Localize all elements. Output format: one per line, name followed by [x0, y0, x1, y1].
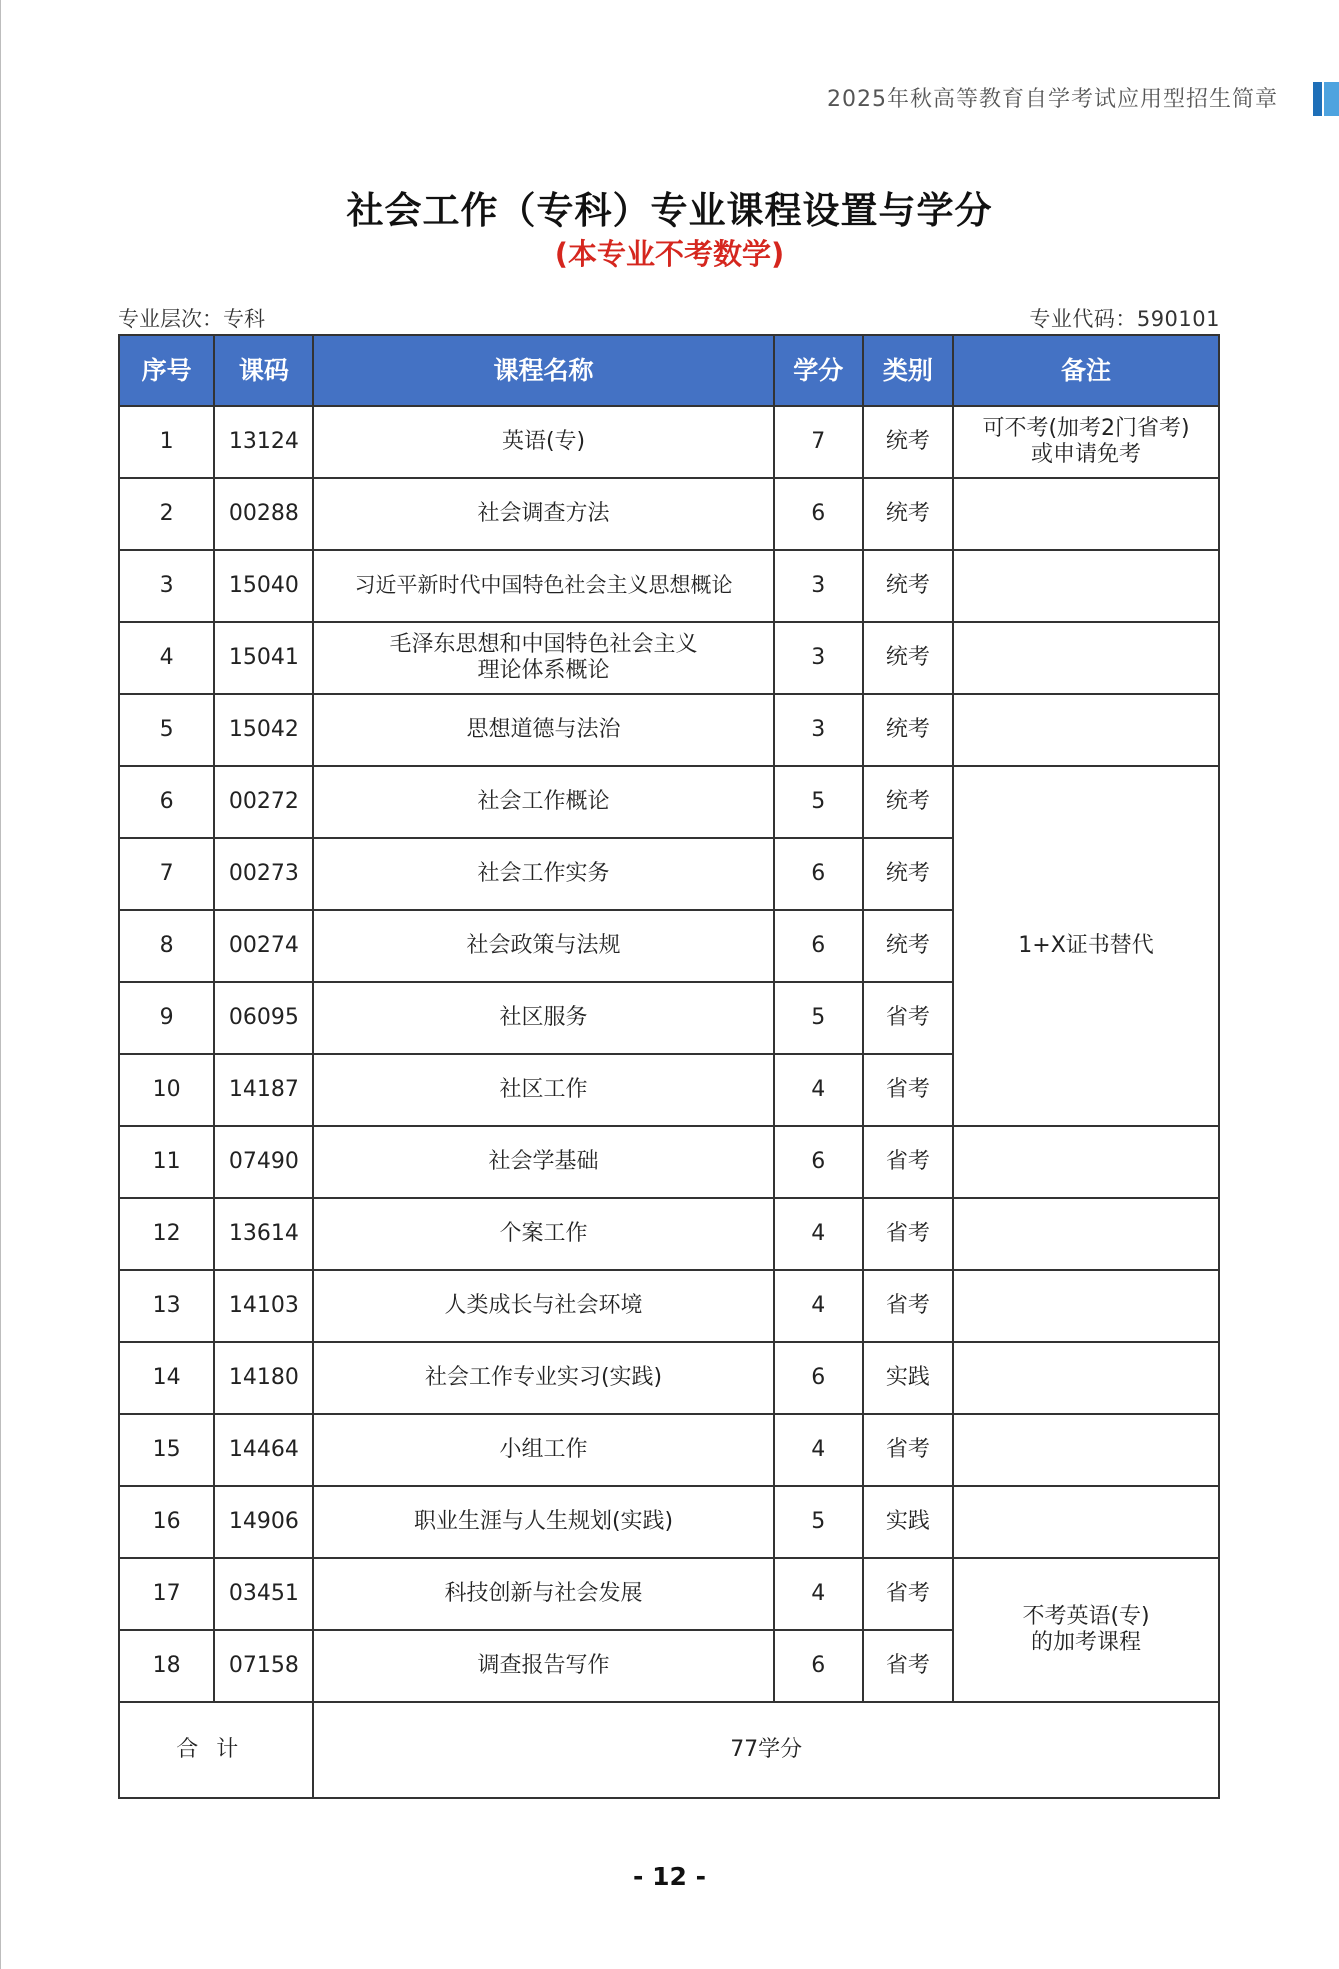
row-code: 00274	[214, 910, 313, 982]
row-type: 省考	[863, 982, 953, 1054]
row-note	[953, 478, 1219, 550]
row-type: 统考	[863, 910, 953, 982]
row-name: 社会政策与法规	[313, 910, 773, 982]
row-credit: 3	[774, 550, 863, 622]
row-note	[953, 1486, 1219, 1558]
row-code: 14180	[214, 1342, 313, 1414]
row-code: 14187	[214, 1054, 313, 1126]
table-row	[119, 694, 1219, 766]
row-no: 10	[119, 1054, 214, 1126]
row-code: 13614	[214, 1198, 313, 1270]
row-credit: 5	[774, 1486, 863, 1558]
row-credit: 6	[774, 1126, 863, 1198]
row-name: 社区服务	[313, 982, 773, 1054]
row-note	[953, 550, 1219, 622]
row-code: 15040	[214, 550, 313, 622]
row-name: 英语(专)	[313, 406, 773, 478]
note-extra-line1: 不考英语(专)	[1022, 1603, 1150, 1629]
row-name: 科技创新与社会发展	[313, 1558, 773, 1630]
row-name: 社区工作	[313, 1054, 773, 1126]
row-credit: 4	[774, 1054, 863, 1126]
note-english-line1: 可不考(加考2门省考)	[982, 415, 1190, 441]
header-code: 课码	[214, 335, 313, 406]
row-name: 社会调查方法	[313, 478, 773, 550]
row-type: 省考	[863, 1126, 953, 1198]
row-credit: 3	[774, 694, 863, 766]
page-title: 社会工作（专科）专业课程设置与学分	[346, 188, 993, 232]
row-credit: 4	[774, 1270, 863, 1342]
row-name: 小组工作	[313, 1414, 773, 1486]
row-code: 00272	[214, 766, 313, 838]
header-no: 序号	[119, 335, 214, 406]
row-no: 11	[119, 1126, 214, 1198]
row-code: 07158	[214, 1630, 313, 1702]
page-number: - 12 -	[633, 1862, 706, 1891]
major-level: 专业层次：专科	[118, 307, 265, 331]
table-row	[119, 1126, 1219, 1198]
row-credit: 6	[774, 478, 863, 550]
row-type: 实践	[863, 1342, 953, 1414]
row-note	[953, 694, 1219, 766]
row-type: 省考	[863, 1558, 953, 1630]
row-name	[313, 622, 773, 694]
header-type: 类别	[863, 335, 953, 406]
row-name: 职业生涯与人生规划(实践)	[313, 1486, 773, 1558]
row-credit: 4	[774, 1198, 863, 1270]
row-credit: 6	[774, 838, 863, 910]
row-code: 00273	[214, 838, 313, 910]
page-subtitle: (本专业不考数学)	[554, 237, 785, 271]
row-name: 习近平新时代中国特色社会主义思想概论	[313, 550, 773, 622]
header-name: 课程名称	[313, 335, 773, 406]
row-type: 统考	[863, 694, 953, 766]
table-row	[119, 478, 1219, 550]
row-credit: 4	[774, 1414, 863, 1486]
row-credit: 6	[774, 910, 863, 982]
major-code: 专业代码：590101	[1029, 307, 1220, 331]
row-note	[953, 622, 1219, 694]
row-name-line2: 理论体系概论	[477, 658, 610, 683]
table-row	[119, 1486, 1219, 1558]
row-type: 省考	[863, 1270, 953, 1342]
row-name: 个案工作	[313, 1198, 773, 1270]
row-no: 2	[119, 478, 214, 550]
row-type: 统考	[863, 622, 953, 694]
row-note	[953, 1342, 1219, 1414]
row-code: 13124	[214, 406, 313, 478]
table-header-row	[119, 335, 1219, 406]
row-note	[953, 1414, 1219, 1486]
row-type: 统考	[863, 550, 953, 622]
row-type: 统考	[863, 766, 953, 838]
row-no: 1	[119, 406, 214, 478]
table-row	[119, 1270, 1219, 1342]
row-no: 9	[119, 982, 214, 1054]
row-name: 社会工作实务	[313, 838, 773, 910]
header-note: 备注	[953, 335, 1219, 406]
row-code: 06095	[214, 982, 313, 1054]
row-no: 15	[119, 1414, 214, 1486]
row-type: 省考	[863, 1054, 953, 1126]
row-type: 统考	[863, 406, 953, 478]
row-code: 00288	[214, 478, 313, 550]
row-credit: 4	[774, 1558, 863, 1630]
page-edge	[0, 0, 1, 1969]
row-name: 社会工作专业实习(实践)	[313, 1342, 773, 1414]
row-no: 6	[119, 766, 214, 838]
note-english	[953, 406, 1219, 478]
row-note	[953, 1126, 1219, 1198]
header-bar-dark	[1313, 82, 1322, 116]
row-no: 12	[119, 1198, 214, 1270]
total-value: 77学分	[313, 1702, 1219, 1798]
table-row	[119, 1342, 1219, 1414]
row-note	[953, 1270, 1219, 1342]
row-no: 16	[119, 1486, 214, 1558]
row-code: 14906	[214, 1486, 313, 1558]
row-no: 17	[119, 1558, 214, 1630]
row-code: 15042	[214, 694, 313, 766]
total-row	[119, 1702, 1219, 1798]
note-extra-courses	[953, 1558, 1219, 1702]
row-type: 省考	[863, 1414, 953, 1486]
row-name: 思想道德与法治	[313, 694, 773, 766]
row-name-line1: 毛泽东思想和中国特色社会主义	[389, 631, 698, 657]
row-no: 4	[119, 622, 214, 694]
row-credit: 7	[774, 406, 863, 478]
row-name: 人类成长与社会环境	[313, 1270, 773, 1342]
note-extra-line2: 的加考课程	[1031, 1630, 1142, 1655]
header-bar-light	[1324, 82, 1339, 116]
row-no: 3	[119, 550, 214, 622]
row-no: 18	[119, 1630, 214, 1702]
row-note	[953, 1198, 1219, 1270]
row-code: 03451	[214, 1558, 313, 1630]
row-no: 13	[119, 1270, 214, 1342]
row-type: 省考	[863, 1198, 953, 1270]
course-table	[118, 334, 1220, 1799]
note-cert-replace: 1+X证书替代	[953, 766, 1219, 1126]
total-label: 合计	[119, 1702, 313, 1798]
table-row	[119, 406, 1219, 478]
row-name: 社会学基础	[313, 1126, 773, 1198]
row-name: 调查报告写作	[313, 1630, 773, 1702]
table-row	[119, 766, 1219, 838]
row-no: 8	[119, 910, 214, 982]
row-credit: 3	[774, 622, 863, 694]
row-code: 14464	[214, 1414, 313, 1486]
row-code: 07490	[214, 1126, 313, 1198]
note-english-line2: 或申请免考	[1031, 442, 1142, 467]
table-row	[119, 1198, 1219, 1270]
header-title: 2025年秋高等教育自学考试应用型招生简章	[827, 87, 1278, 112]
row-credit: 6	[774, 1630, 863, 1702]
row-type: 统考	[863, 478, 953, 550]
table-row	[119, 1414, 1219, 1486]
row-credit: 5	[774, 766, 863, 838]
row-credit: 5	[774, 982, 863, 1054]
row-no: 7	[119, 838, 214, 910]
row-no: 5	[119, 694, 214, 766]
row-no: 14	[119, 1342, 214, 1414]
row-code: 14103	[214, 1270, 313, 1342]
table-row	[119, 550, 1219, 622]
row-credit: 6	[774, 1342, 863, 1414]
header-bar-mark	[1313, 82, 1339, 116]
table-row	[119, 622, 1219, 694]
row-type: 实践	[863, 1486, 953, 1558]
row-name: 社会工作概论	[313, 766, 773, 838]
table-row	[119, 1558, 1219, 1630]
row-type: 统考	[863, 838, 953, 910]
header-credit: 学分	[774, 335, 863, 406]
row-type: 省考	[863, 1630, 953, 1702]
row-code: 15041	[214, 622, 313, 694]
